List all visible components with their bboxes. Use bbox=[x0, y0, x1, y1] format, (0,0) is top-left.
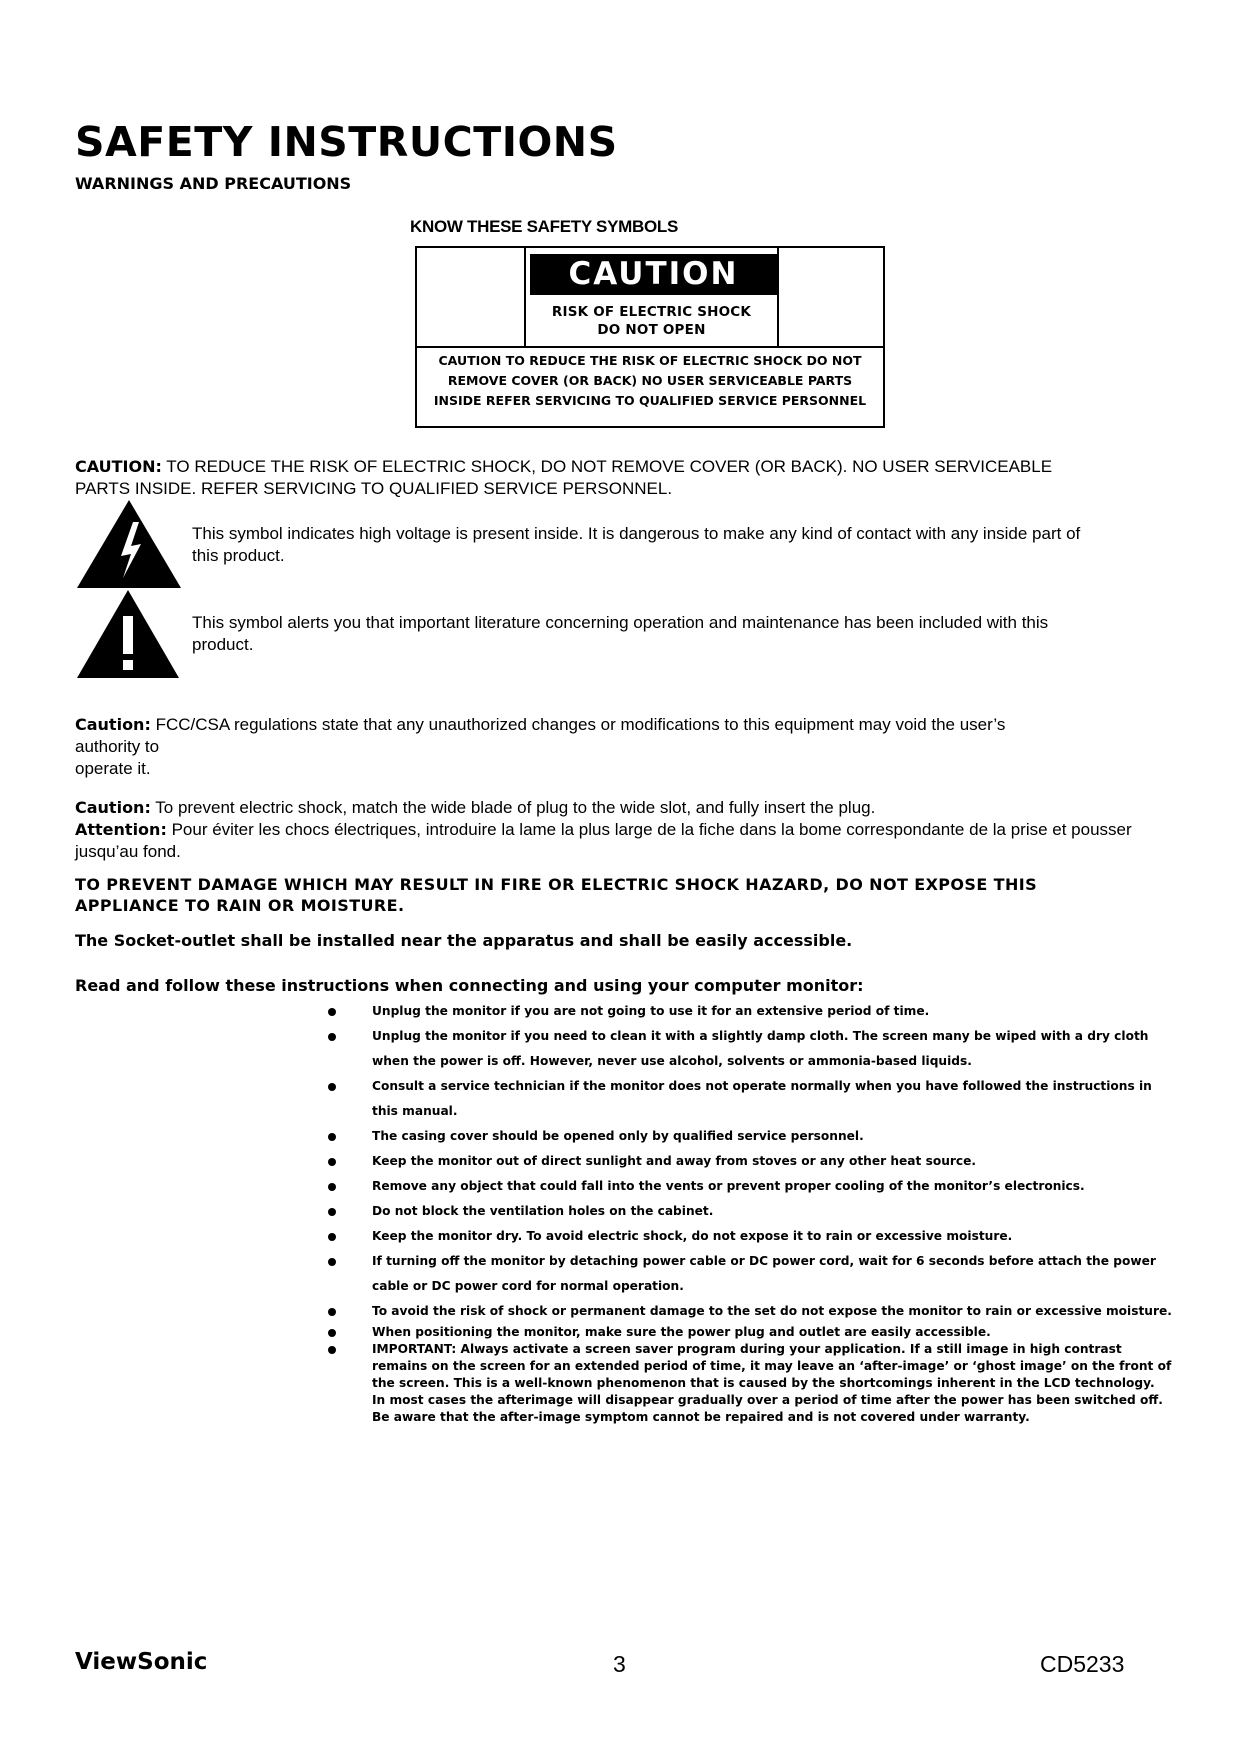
bullet-icon bbox=[328, 1208, 336, 1216]
high-voltage-warning-icon bbox=[75, 498, 183, 590]
bullet-icon bbox=[328, 1133, 336, 1141]
read-follow-heading: Read and follow these instructions when connecting and using your computer monitor: bbox=[75, 976, 864, 995]
attention-text: Pour éviter les chocs électriques, introduire la lame la plus large de la fiche dans la bome correspondante de la prise et pousser jusqu’au fond. bbox=[75, 820, 1132, 861]
risk-line-1: RISK OF ELECTRIC SHOCK bbox=[551, 304, 752, 320]
footer-brand: ViewSonic bbox=[75, 1649, 208, 1675]
bullet-icon bbox=[328, 1346, 336, 1354]
bullet-icon bbox=[328, 1033, 336, 1041]
exclamation-warning-icon bbox=[75, 588, 181, 680]
caution-label-center bbox=[524, 248, 779, 346]
list-item: To avoid the risk of shock or permanent damage to the set do not expose the monitor to rain or excessive moisture. bbox=[322, 1299, 1172, 1324]
label-bottom-line-1: CAUTION TO REDUCE THE RISK OF ELECTRIC SHOCK DO NOT bbox=[438, 353, 862, 368]
page-subtitle: WARNINGS AND PRECAUTIONS bbox=[75, 174, 352, 193]
page-title: SAFETY INSTRUCTIONS bbox=[75, 118, 618, 166]
list-item: When positioning the monitor, make sure the power plug and outlet are easily accessible. bbox=[322, 1324, 1172, 1341]
symbols-heading: KNOW THESE SAFETY SYMBOLS bbox=[410, 217, 678, 236]
symbol-text-literature: This symbol alerts you that important literature concerning operation and maintenance has been included with this product. bbox=[192, 613, 1049, 654]
footer-page-number: 3 bbox=[613, 1651, 626, 1677]
bullet-icon bbox=[328, 1258, 336, 1266]
symbol-text-voltage: This symbol indicates high voltage is present inside. It is dangerous to make any kind of contact with any inside part of this product. bbox=[192, 524, 1081, 565]
bullet-icon bbox=[328, 1158, 336, 1166]
list-item: If turning off the monitor by detaching power cable or DC power cord, wait for 6 seconds before attach the power cable or DC power cord for normal operation. bbox=[322, 1249, 1172, 1299]
list-item: Consult a service technician if the monitor does not operate normally when you have followed the instructions in this manual. bbox=[322, 1074, 1172, 1124]
list-item: Keep the monitor out of direct sunlight and away from stoves or any other heat source. bbox=[322, 1149, 1172, 1174]
list-item: Unplug the monitor if you are not going to use it for an extensive period of time. bbox=[322, 999, 1172, 1024]
list-item: Remove any object that could fall into the vents or prevent proper cooling of the monitor’s electronics. bbox=[322, 1174, 1172, 1199]
label-bottom-line-3: INSIDE REFER SERVICING TO QUALIFIED SERVICE PERSONNEL bbox=[433, 393, 867, 408]
bullet-icon bbox=[328, 1183, 336, 1191]
bullet-icon bbox=[328, 1308, 336, 1316]
list-item: Keep the monitor dry. To avoid electric shock, do not expose it to rain or excessive moisture. bbox=[322, 1224, 1172, 1249]
caution-label bbox=[415, 246, 885, 428]
caution-fcc-line-1: FCC/CSA regulations state that any unauthorized changes or modifications to this equipment may void the user’s bbox=[150, 715, 1006, 734]
instruction-list bbox=[322, 999, 1172, 1426]
label-bottom-line-2: REMOVE COVER (OR BACK) NO USER SERVICEABLE PARTS bbox=[447, 373, 853, 388]
attention-label: Attention: bbox=[75, 820, 167, 839]
risk-line-2: DO NOT OPEN bbox=[597, 322, 706, 338]
caution-main bbox=[75, 456, 1075, 500]
socket-note: The Socket-outlet shall be installed near the apparatus and shall be easily accessible. bbox=[75, 931, 853, 950]
caution-banner: CAUTION bbox=[530, 254, 777, 295]
caution-label-text bbox=[417, 348, 883, 411]
caution-fcc bbox=[75, 714, 1175, 780]
fire-warning: TO PREVENT DAMAGE WHICH MAY RESULT IN FIRE OR ELECTRIC SHOCK HAZARD, DO NOT EXPOSE THIS APPLIANCE TO RAIN OR MOISTURE. bbox=[75, 875, 1038, 915]
caution-plug bbox=[75, 797, 1175, 819]
bullet-icon bbox=[328, 1008, 336, 1016]
bullet-icon bbox=[328, 1083, 336, 1091]
caution-plug-label: Caution: bbox=[75, 798, 151, 817]
caution-main-text: TO REDUCE THE RISK OF ELECTRIC SHOCK, DO NOT REMOVE COVER (OR BACK). NO USER SERVICEABLE PARTS INSIDE. REFER SERVICING TO QUALIFIED SERVICE PERSONNEL. bbox=[75, 457, 1053, 498]
list-item: Do not block the ventilation holes on the cabinet. bbox=[322, 1199, 1172, 1224]
caution-fcc-line-2: authority to bbox=[75, 737, 160, 756]
list-item: IMPORTANT: Always activate a screen saver program during your application. If a still image in high contrast remains on the screen for an extended period of time, it may leave an ‘after-image’ or ‘ghost image’ on the front of the screen. This is a well-known phenomenon that is caused by the shortcomings inherent in the LCD technology. In most cases the afterimage will disappear gradually over a period of time after the power has been switched off. Be aware that the after-image symptom cannot be repaired and is not covered under warranty. bbox=[322, 1341, 1172, 1426]
bullet-icon bbox=[328, 1233, 336, 1241]
attention-note bbox=[75, 819, 1175, 863]
footer-model: CD5233 bbox=[1040, 1651, 1125, 1677]
list-item: The casing cover should be opened only by qualified service personnel. bbox=[322, 1124, 1172, 1149]
caution-main-label: CAUTION: bbox=[75, 457, 162, 476]
caution-plug-text: To prevent electric shock, match the wide blade of plug to the wide slot, and fully insert the plug. bbox=[150, 798, 876, 817]
bullet-icon bbox=[328, 1329, 336, 1337]
caution-fcc-label: Caution: bbox=[75, 715, 151, 734]
caution-fcc-line-3: operate it. bbox=[75, 759, 151, 778]
list-item: Unplug the monitor if you need to clean it with a slightly damp cloth. The screen many be wiped with a dry cloth when the power is off. However, never use alcohol, solvents or ammonia-based liquids. bbox=[322, 1024, 1172, 1074]
